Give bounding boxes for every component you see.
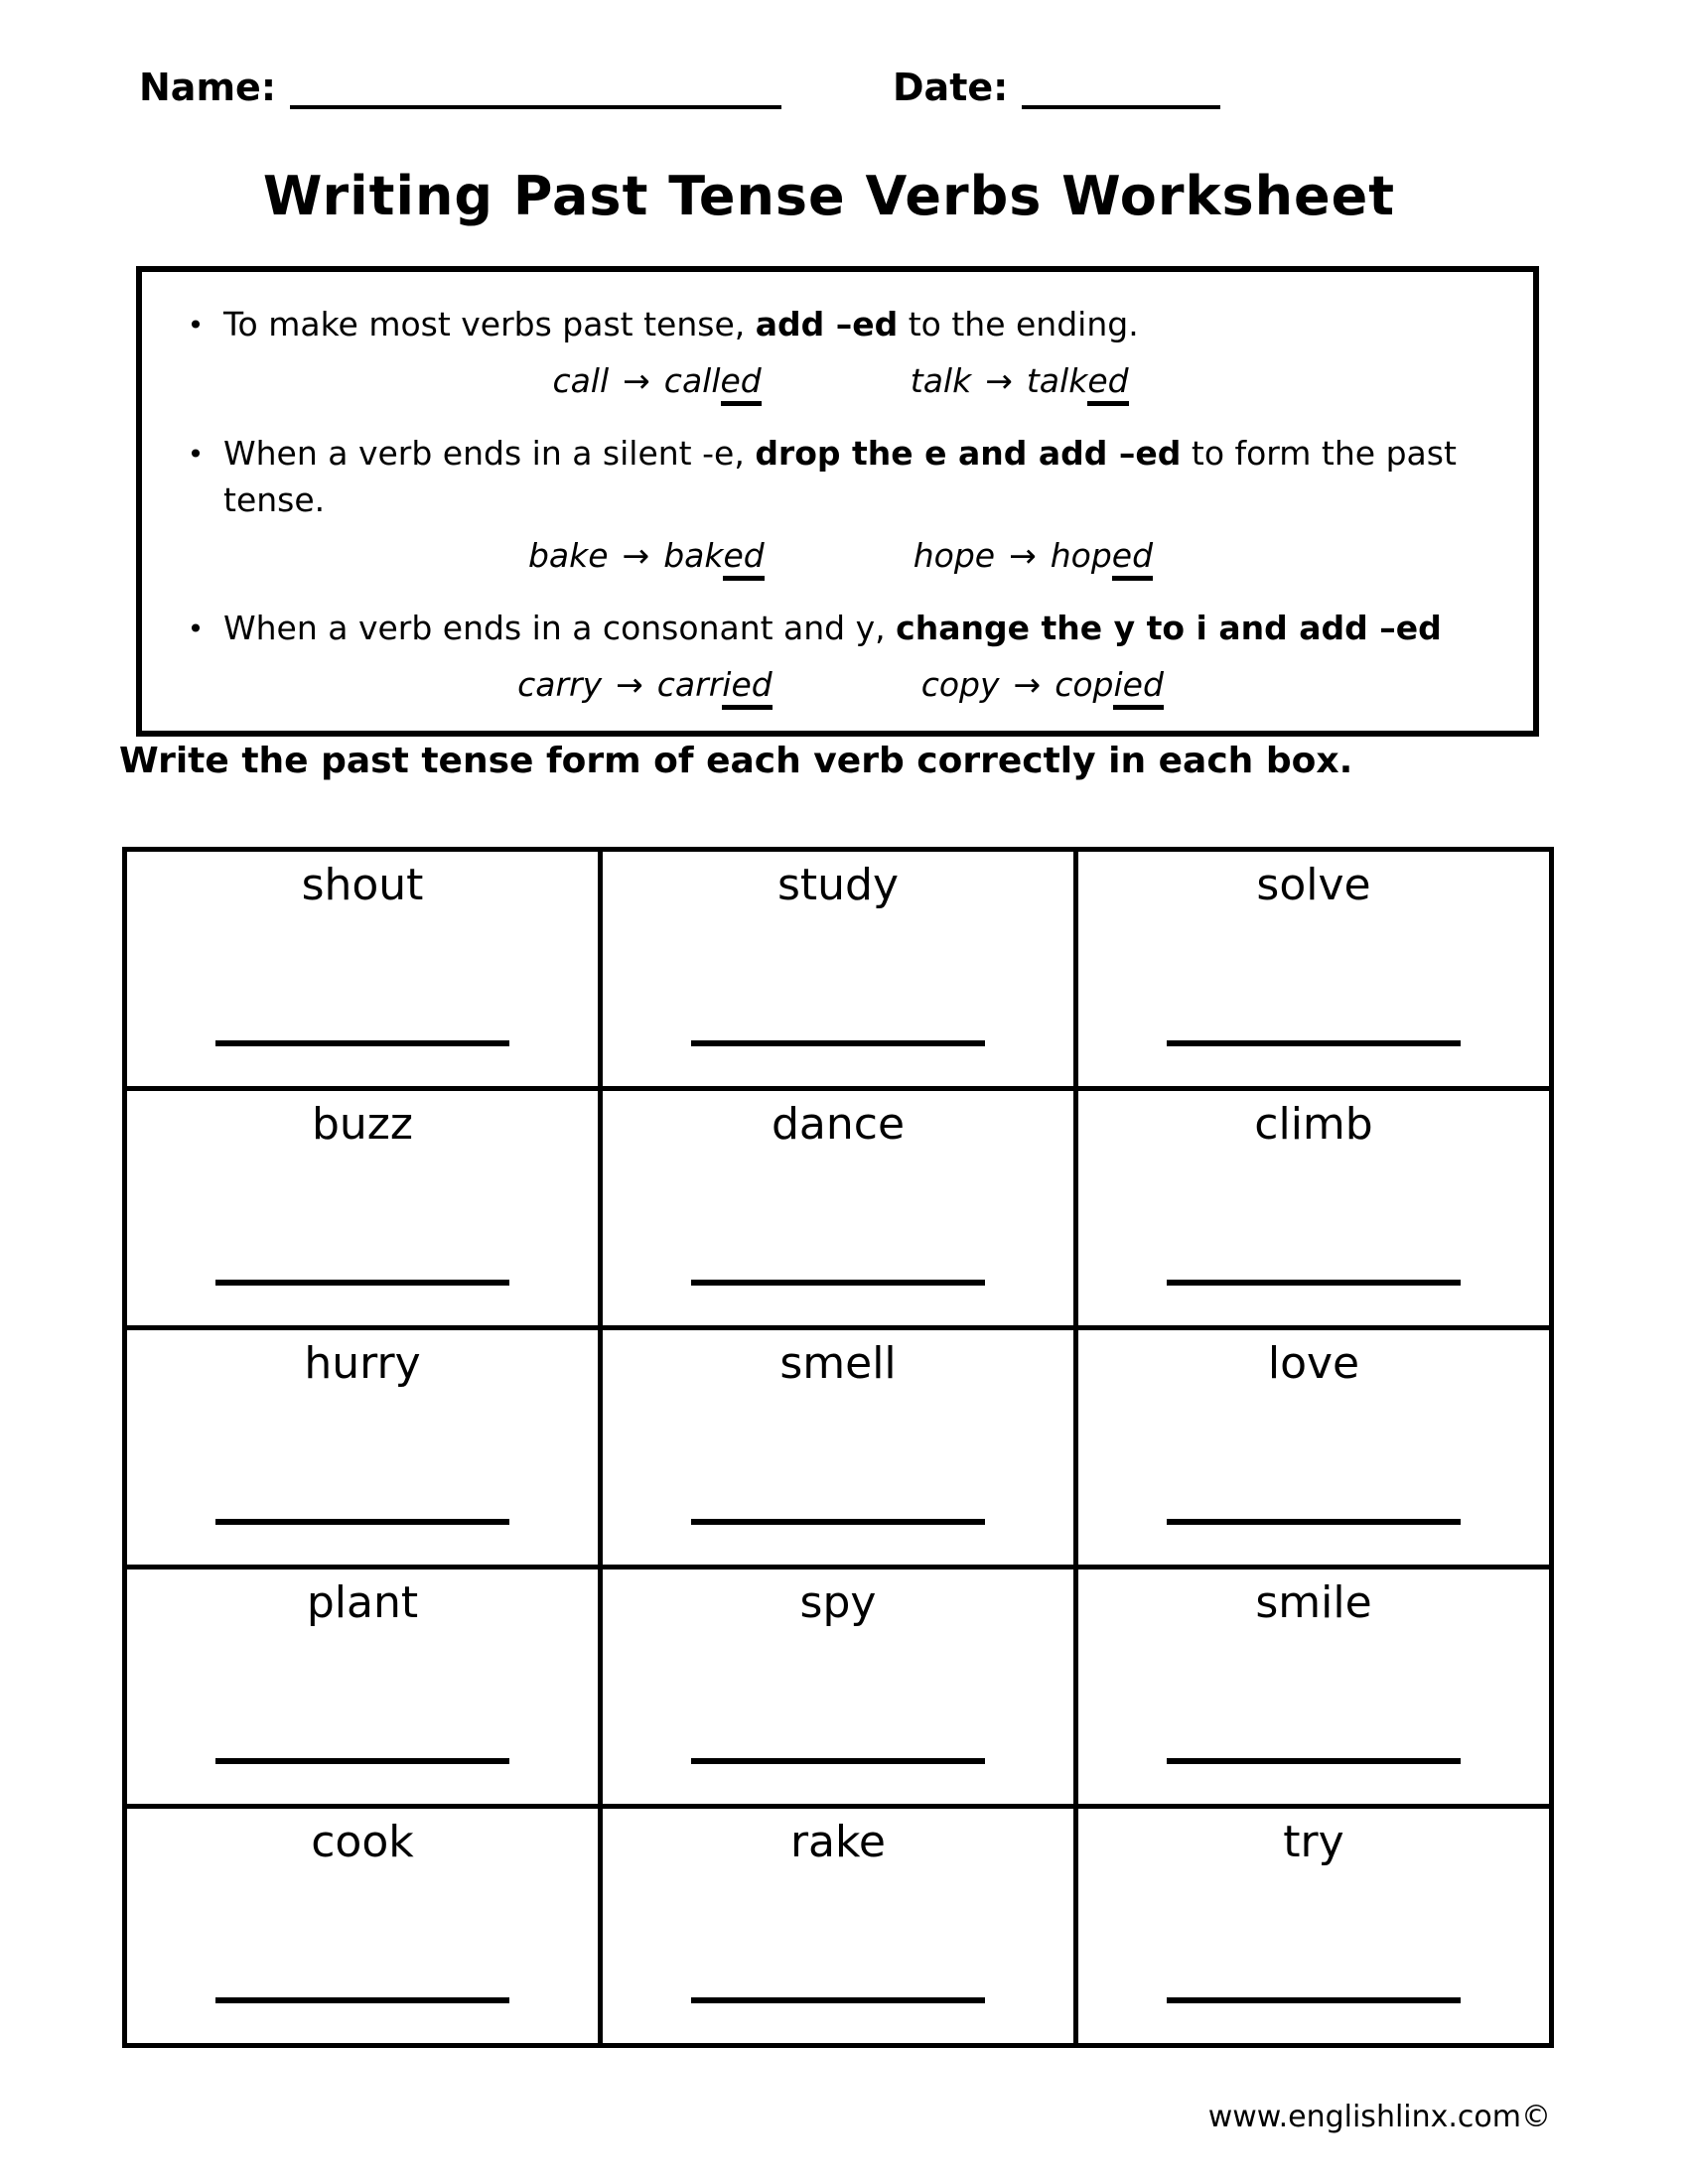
verb-label: climb [1254,1099,1373,1150]
rule-text-pre: When a verb ends in a consonant and y, [223,609,897,648]
example-pair [911,358,1129,405]
rule-text-bold: add –ed [755,305,899,343]
verb-cell [1078,1091,1549,1325]
arrow-icon: → [985,360,1013,400]
arrow-icon: → [616,665,643,705]
example-past-suffix: ed [723,536,764,581]
name-blank-line [290,66,781,109]
answer-blank-line [1167,1997,1461,2003]
example-base: copy [920,665,1000,705]
example-past [1051,536,1153,581]
verb-cell [1078,1809,1549,2043]
example-past-stem: cop [1055,665,1114,705]
rule-line [168,431,1513,524]
rule-item-2 [168,431,1513,581]
verb-label: solve [1256,860,1371,910]
example-base: call [552,360,610,400]
rule-item-1 [168,302,1513,405]
verb-label: study [776,860,900,910]
header-row [139,66,1569,109]
rule-line [168,606,1513,652]
answer-blank-line [691,1758,985,1764]
verb-cell [127,1570,598,1804]
arrow-icon: → [623,360,650,400]
rule-examples [168,358,1513,405]
example-past [657,665,773,710]
example-past-suffix: ed [1112,536,1153,581]
example-past [663,536,765,581]
answer-blank-line [215,1040,509,1046]
verb-cell [603,1091,1073,1325]
answer-blank-line [691,1040,985,1046]
answer-blank-line [691,1280,985,1286]
verb-label: spy [799,1577,877,1628]
table-row [125,850,1552,1089]
rule-text-bold: drop the e and add –ed [755,433,1182,473]
verb-cell [603,1570,1073,1804]
arrow-icon: → [622,536,650,576]
example-past-stem: bak [663,536,724,576]
example-past-suffix: ed [721,361,762,406]
example-past-suffix: ed [1087,361,1128,406]
rule-examples [168,662,1513,709]
verb-cell [127,852,598,1086]
verb-cell [127,1330,598,1565]
answer-blank-line [215,1997,509,2003]
example-past-suffix: ied [1113,665,1163,710]
answer-blank-line [691,1997,985,2003]
example-pair [517,662,773,709]
verb-label: smell [779,1338,897,1389]
rules-box [136,266,1539,737]
example-past [1055,665,1164,710]
verb-cell [1078,852,1549,1086]
bullet-icon: • [187,437,205,471]
arrow-icon: → [1009,536,1037,576]
example-pair [914,533,1153,580]
example-base: bake [527,536,609,576]
verbs-table [122,847,1554,2048]
table-row [125,1089,1552,1328]
verb-label: smile [1255,1577,1372,1628]
footer-site-credit: www.englishlinx.com© [1207,2100,1551,2134]
instruction-text: Write the past tense form of each verb correctly in each box. [119,741,1353,781]
rule-line [168,302,1513,348]
page-title: Writing Past Tense Verbs Worksheet [262,165,1396,227]
rule-text-pre: When a verb ends in a silent -e, [223,433,756,473]
rule-examples [168,533,1513,580]
example-base: carry [517,665,603,705]
answer-blank-line [1167,1758,1461,1764]
example-past-stem: hop [1050,536,1112,576]
example-past-stem: talk [1026,360,1088,400]
rule-text-post: to the ending. [898,305,1139,343]
verb-cell [603,1330,1073,1565]
verb-label: shout [301,860,424,910]
answer-blank-line [215,1758,509,1764]
example-pair [528,533,765,580]
date-label: Date: [893,66,1009,109]
verb-cell [127,1809,598,2043]
rule-text [223,431,1513,524]
rule-text-bold: change the y to i and add –ed [896,609,1442,648]
rule-text-pre: To make most verbs past tense, [223,305,756,343]
rule-text [223,302,1513,348]
verb-label: love [1267,1338,1360,1389]
rule-text [223,606,1513,652]
verb-label: dance [771,1099,906,1150]
verb-label: buzz [311,1099,413,1150]
verb-label: hurry [304,1338,421,1389]
answer-blank-line [1167,1280,1461,1286]
example-pair [921,662,1164,709]
answer-blank-line [215,1280,509,1286]
answer-blank-line [691,1519,985,1525]
example-past-stem: call [663,360,721,400]
date-blank-line [1022,66,1220,109]
table-row [125,1568,1552,1807]
example-pair [552,358,761,405]
answer-blank-line [1167,1040,1461,1046]
verb-cell [603,852,1073,1086]
verb-cell [1078,1570,1549,1804]
verb-label: rake [789,1817,887,1867]
name-label: Name: [139,66,277,109]
verb-cell [127,1091,598,1325]
verb-label: cook [311,1817,414,1867]
example-past [664,361,762,406]
verb-cell [1078,1330,1549,1565]
arrow-icon: → [1013,665,1042,705]
table-row [125,1328,1552,1568]
bullet-icon: • [187,309,205,341]
example-past-stem: carr [656,665,723,705]
answer-blank-line [1167,1519,1461,1525]
verb-label: plant [306,1577,419,1628]
rule-item-3 [168,606,1513,709]
bullet-icon: • [187,613,205,646]
verb-label: try [1283,1817,1344,1867]
example-past [1027,361,1129,406]
answer-blank-line [215,1519,509,1525]
rule-text-post: to form the past tense. [223,433,1457,519]
example-base: hope [913,536,996,576]
table-row [125,1807,1552,2046]
verb-cell [603,1809,1073,2043]
example-past-suffix: ied [722,665,772,710]
example-base: talk [910,360,972,400]
